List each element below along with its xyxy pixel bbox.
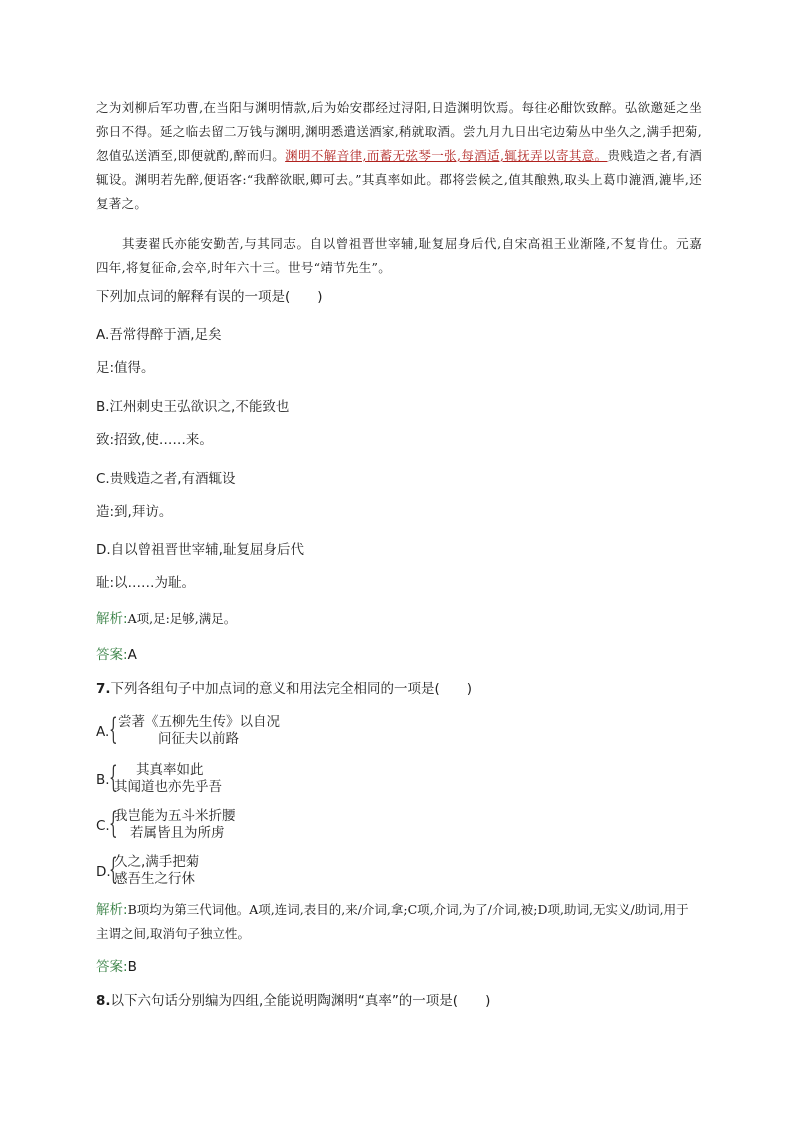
q6-analysis <box>96 609 236 629</box>
q6-option-b-gloss: 致:招致,使……来。 <box>96 432 213 448</box>
q7-option-c-line1: 我岂能为五斗米折腰 <box>114 808 236 824</box>
q6-answer-value: A <box>127 647 137 663</box>
q7-number: 7. <box>96 681 111 697</box>
q6-option-d: D.自以曾祖晋世宰辅,耻复屈身后代 <box>96 542 304 558</box>
q6-analysis-label: 解析: <box>96 611 128 627</box>
q6-answer-label: 答案: <box>96 647 128 663</box>
q7-option-c-line2: 若属皆且为所虏 <box>130 825 225 841</box>
q7-answer-label: 答案: <box>96 959 128 975</box>
q7-option-b-line1: 其真率如此 <box>136 762 204 778</box>
passage-text-a: 之为刘柳后军功曹,在当阳与渊明情款,后为始安郡经过浔阳,日造渊明饮焉。每往必酣饮致醉。弘欲邀延之坐弥日不得。延之临去留二万钱与渊明,渊明悉遣送酒家,稍就取酒。尝九月九日出宅边菊丛中坐久之,满手把菊,忽值弘送酒至,即便就酌,醉而归。 <box>96 100 702 163</box>
q7-analysis-label: 解析: <box>96 902 128 918</box>
q6-option-c: C.贵贱造之者,有酒辄设 <box>96 471 236 487</box>
q6-option-b: B.江州刺史王弘欲识之,不能致也 <box>96 399 290 415</box>
curly-brace-icon: { <box>109 760 118 795</box>
passage-paragraph-2: 其妻翟氏亦能安勤苦,与其同志。自以曾祖晋世宰辅,耻复屈身后代,自宋高祖王业渐隆,不复肯仕。元嘉四年,将复征命,会卒,时年六十三。世号“靖节先生”。 <box>96 236 702 275</box>
q7-stem-text: 下列各组句子中加点词的意义和用法完全相同的一项是( ) <box>110 681 473 697</box>
curly-brace-icon: { <box>109 852 118 887</box>
q7-option-a-line1: 尝著《五柳先生传》以自况 <box>118 714 280 730</box>
q6-option-a-gloss: 足:值得。 <box>96 360 155 376</box>
q7-option-b-letter: B. <box>96 772 110 788</box>
q7-stem <box>96 679 472 699</box>
curly-brace-icon: { <box>109 806 118 841</box>
q6-option-a: A.吾常得醉于酒,足矣 <box>96 327 222 343</box>
q8-number: 8. <box>96 993 111 1009</box>
q6-option-c-gloss: 造:到,拜访。 <box>96 504 173 520</box>
q7-analysis-text: B项均为第三代词他。A项,连词,表目的,来/介词,拿;C项,介词,为了/介词,被;D项,助词,无实义/助词,用于主谓之间,取消句子独立性。 <box>96 902 689 941</box>
q7-option-a-line2: 问征夫以前路 <box>158 731 239 747</box>
q8-stem-text: 以下六句话分别编为四组,全能说明陶渊明“真率”的一项是( ) <box>110 993 491 1009</box>
passage-paragraph-1 <box>96 96 702 216</box>
q6-answer <box>96 645 137 665</box>
q7-analysis <box>96 898 696 946</box>
q7-option-a-letter: A. <box>96 724 110 740</box>
q7-option-c-letter: C. <box>96 818 110 834</box>
passage-highlighted-sentence: 渊明不解音律,而蓄无弦琴一张,每酒适,辄抚弄以寄其意。 <box>285 148 608 163</box>
q6-option-d-gloss: 耻:以……为耻。 <box>96 575 196 591</box>
q7-answer <box>96 957 137 977</box>
q7-option-d-line2: 感吾生之行休 <box>114 871 195 887</box>
q6-analysis-text: A项,足:足够,满足。 <box>127 611 237 626</box>
q7-option-d-letter: D. <box>96 864 111 880</box>
q6-stem: 下列加点词的解释有误的一项是( ) <box>96 289 323 305</box>
passage-text-b: 贵贱造之者,有酒辄设。渊明若先醉,便语客:“我醉欲眠,卿可去。”其真率如此。郡将尝候之,值其酿熟,取头上葛巾漉酒,漉毕,还复著之。 <box>96 148 702 211</box>
q7-option-b-line2: 其闻道也亦先乎吾 <box>114 779 222 795</box>
q8-stem <box>96 991 490 1011</box>
q7-option-d-line1: 久之,满手把菊 <box>114 854 200 870</box>
curly-brace-icon: { <box>109 712 118 747</box>
q7-answer-value: B <box>127 959 137 975</box>
